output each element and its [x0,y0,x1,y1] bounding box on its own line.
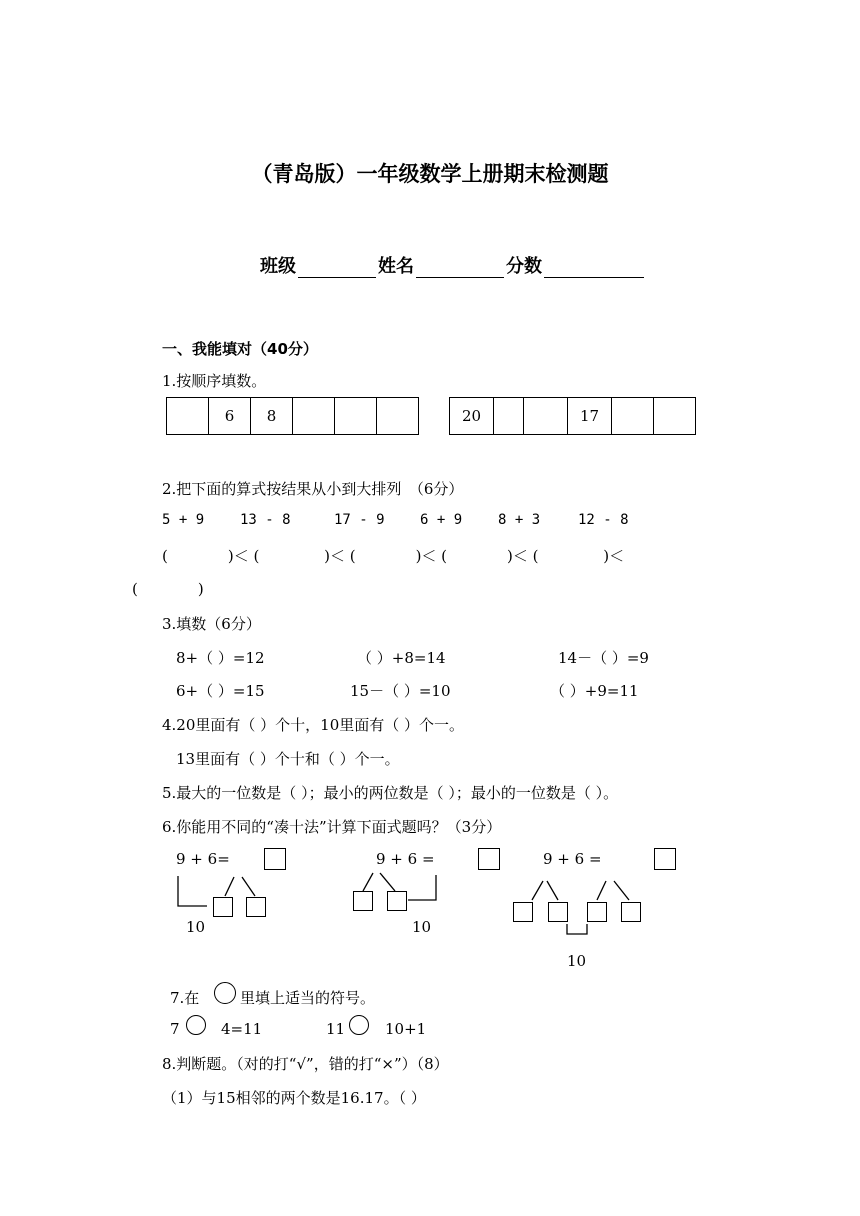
split-box[interactable] [213,897,233,917]
compare-right: 10+1 [385,1020,427,1038]
ten-label: 10 [186,918,206,936]
question-3-text: 3.填数（6分） [162,615,261,633]
question-7-text-a: 7.在 [170,989,200,1007]
question-1-text: 1.按顺序填数。 [162,372,267,390]
question-2-text: 2.把下面的算式按结果从小到大排列 （6分） [162,480,464,498]
split-box[interactable] [387,891,407,911]
fill-item[interactable]: 8+（ ）=12 [176,649,265,667]
question-4-line-1[interactable]: 4.20里面有（ ）个十，10里面有（ ）个一。 [162,716,465,734]
split-box[interactable] [587,902,607,922]
fill-item[interactable]: 14－（ ）=9 [558,649,649,667]
score-label: 分数 [506,256,542,277]
name-label: 姓名 [378,256,414,277]
class-label: 班级 [260,256,296,277]
compare-right: 4=11 [221,1020,263,1038]
expr: 12 - 8 [578,512,629,528]
equation-3: 9 + 6 = [543,850,602,868]
section-heading: 一、我能填对（40分） [162,340,318,358]
question-7-text-b: 里填上适当的符号。 [240,989,376,1007]
fill-item[interactable]: （ ）+9=11 [550,682,639,700]
ordering-blanks-line-2[interactable]: ( ) [132,580,204,598]
ordering-blanks-line-1[interactable]: ( )＜ ( )＜ ( )＜ ( )＜ ( )＜ [162,547,625,565]
compare-left: 7 [170,1020,180,1038]
expr: 13 - 8 [240,512,291,528]
compare-left: 11 [326,1020,346,1038]
compare-circle[interactable] [186,1015,206,1035]
expr: 5 + 9 [162,512,205,528]
question-5-text[interactable]: 5.最大的一位数是（ ）；最小的两位数是（ ）；最小的一位数是（ ）。 [162,784,619,802]
judgement-item[interactable]: （1）与15相邻的两个数是16.17。（ ） [162,1089,426,1107]
seq-cell: 17 [568,398,612,435]
split-box[interactable] [353,891,373,911]
split-box[interactable] [513,902,533,922]
fill-item[interactable]: 6+（ ）=15 [176,682,265,700]
ten-label: 10 [412,918,432,936]
split-box[interactable] [246,897,266,917]
seq-cell: 8 [251,398,293,435]
compare-circle[interactable] [349,1015,369,1035]
equation-2: 9 + 6 = [376,850,435,868]
seq-cell: 20 [450,398,494,435]
question-4-line-2[interactable]: 13里面有（ ）个十和（ ）个一。 [176,750,400,768]
expr: 6 + 9 [420,512,463,528]
page-title: （青岛版）一年级数学上册期末检测题 [251,162,609,186]
expr: 17 - 9 [334,512,385,528]
seq-cell: 6 [209,398,251,435]
question-8-text: 8.判断题。（对的打“√”，错的打“×”）（8） [162,1055,449,1073]
ten-label: 10 [567,952,587,970]
question-6-text: 6.你能用不同的“凑十法”计算下面式题吗？（3分） [162,818,502,836]
symbol-circle-icon [214,982,236,1004]
equation-1: 9 + 6= [176,850,230,868]
fill-item[interactable]: 15－（ ）=10 [350,682,451,700]
fill-item[interactable]: （ ）+8=14 [357,649,446,667]
expr: 8 + 3 [498,512,541,528]
split-box[interactable] [548,902,568,922]
split-box[interactable] [621,902,641,922]
